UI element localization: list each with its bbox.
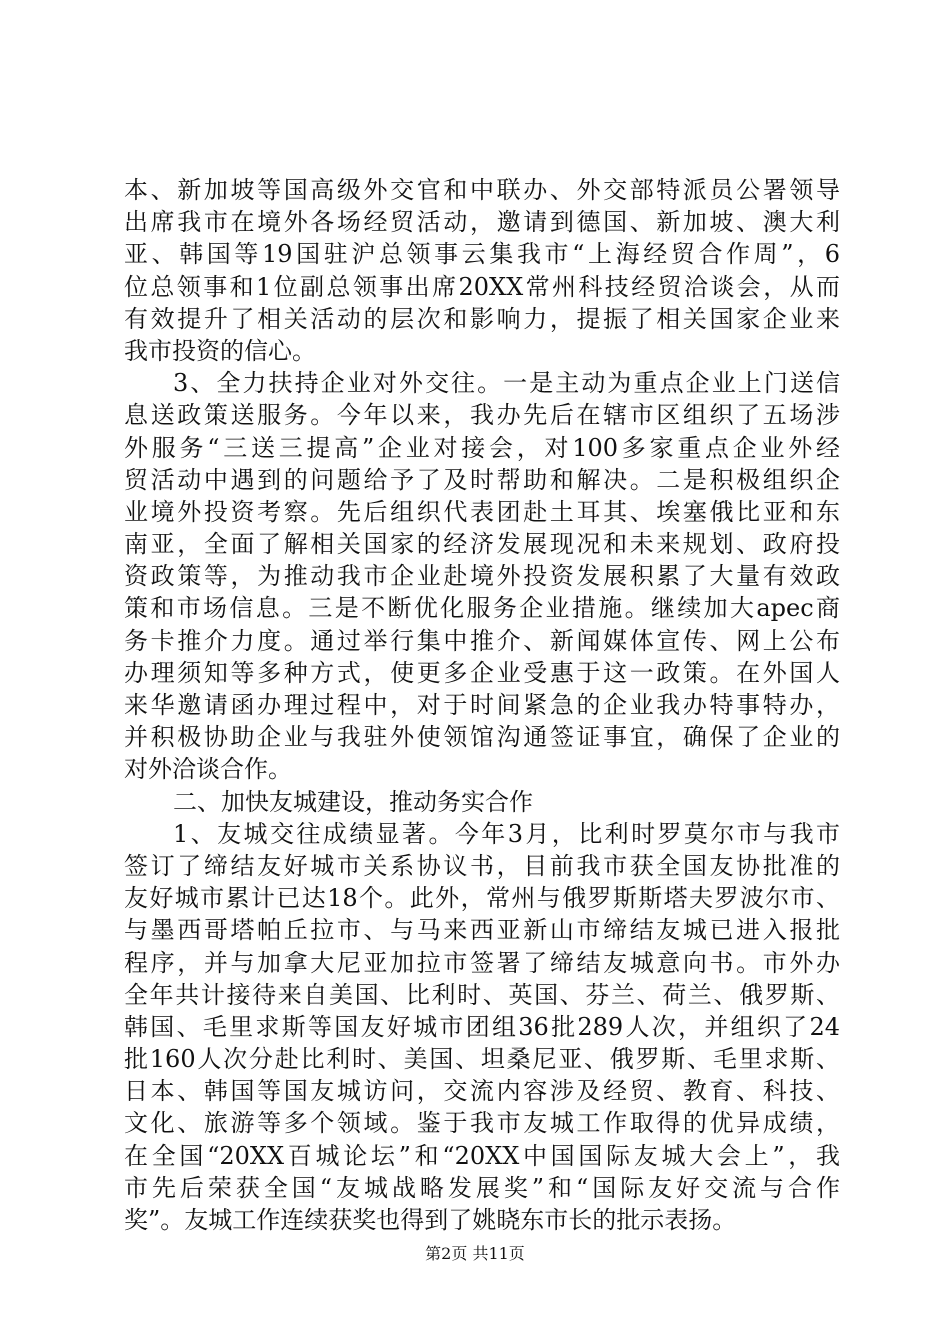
text-line: 二、加快友城建设，推动务实合作	[173, 787, 533, 816]
text-line: 本、新加坡等国高级外交官和中联办、外交部特派员公署领导	[124, 176, 840, 204]
text-line: 务卡推介力度。通过举行集中推介、新闻媒体宣传、网上公布	[124, 626, 840, 655]
text-line: 贸活动中遇到的问题给予了及时帮助和解决。二是积极组织企	[124, 465, 840, 494]
text-line: 与墨西哥塔帕丘拉市、与马来西亚新山市缔结友城已进入报批	[124, 916, 840, 945]
text-line: 市先后荣获全国“友城战略发展奖”和“国际友好交流与合作	[124, 1173, 840, 1202]
page-number-footer: 第2页 共11页	[425, 1244, 525, 1263]
text-line: 日本、韩国等国友城访问，交流内容涉及经贸、教育、科技、	[124, 1077, 840, 1106]
text-line: 策和市场信息。三是不断优化服务企业措施。继续加大apec商	[124, 594, 840, 623]
text-line: 有效提升了相关活动的层次和影响力，提振了相关国家企业来	[124, 304, 840, 333]
text-line: 友好城市累计已达18个。此外，常州与俄罗斯斯塔夫罗波尔市、	[124, 884, 840, 913]
text-line: 签订了缔结友好城市关系协议书，目前我市获全国友协批准的	[124, 851, 840, 880]
text-line: 并积极协助企业与我驻外使领馆沟通签证事宜，确保了企业的	[124, 723, 840, 752]
text-line: 奖”。友城工作连续获奖也得到了姚晓东市长的批示表扬。	[124, 1206, 737, 1234]
text-line: 亚、韩国等19国驻沪总领事云集我市“上海经贸合作周”，6	[124, 240, 840, 269]
text-line: 资政策等，为推动我市企业赴境外投资发展积累了大量有效政	[124, 562, 840, 591]
text-line: 程序，并与加拿大尼亚加拉市签署了缔结友城意向书。市外办	[124, 948, 840, 977]
text-line: 文化、旅游等多个领域。鉴于我市友城工作取得的优异成绩，	[124, 1109, 840, 1138]
text-line: 出席我市在境外各场经贸活动，邀请到德国、新加坡、澳大利	[124, 208, 840, 237]
text-line: 对外洽谈合作。	[124, 755, 292, 784]
text-line: 办理须知等多种方式，使更多企业受惠于这一政策。在外国人	[124, 658, 840, 687]
text-line: 息送政策送服务。今年以来，我办先后在辖市区组织了五场涉	[124, 401, 840, 430]
text-line: 批160人次分赴比利时、美国、坦桑尼亚、俄罗斯、毛里求斯、	[124, 1045, 840, 1074]
text-line: 3、全力扶持企业对外交往。一是主动为重点企业上门送信	[173, 369, 840, 398]
text-line: 南亚，全面了解相关国家的经济发展现况和未来规划、政府投	[124, 530, 840, 559]
text-line: 我市投资的信心。	[124, 336, 316, 365]
text-line: 位总领事和1位副总领事出席20XX常州科技经贸洽谈会，从而	[124, 272, 840, 301]
body-text	[124, 174, 840, 1236]
text-line: 业境外投资考察。先后组织代表团赴土耳其、埃塞俄比亚和东	[124, 497, 840, 526]
text-line: 来华邀请函办理过程中，对于时间紧急的企业我办特事特办，	[124, 691, 840, 719]
text-line: 在全国“20XX百城论坛”和“20XX中国国际友城大会上”，我	[124, 1141, 840, 1170]
text-line: 全年共计接待来自美国、比利时、英国、芬兰、荷兰、俄罗斯、	[124, 980, 840, 1009]
text-line: 外服务“三送三提高”企业对接会，对100多家重点企业外经	[124, 433, 840, 462]
text-line: 韩国、毛里求斯等国友好城市团组36批289人次，并组织了24	[124, 1012, 840, 1041]
text-line: 1、友城交往成绩显著。今年3月，比利时罗莫尔市与我市	[173, 819, 840, 848]
